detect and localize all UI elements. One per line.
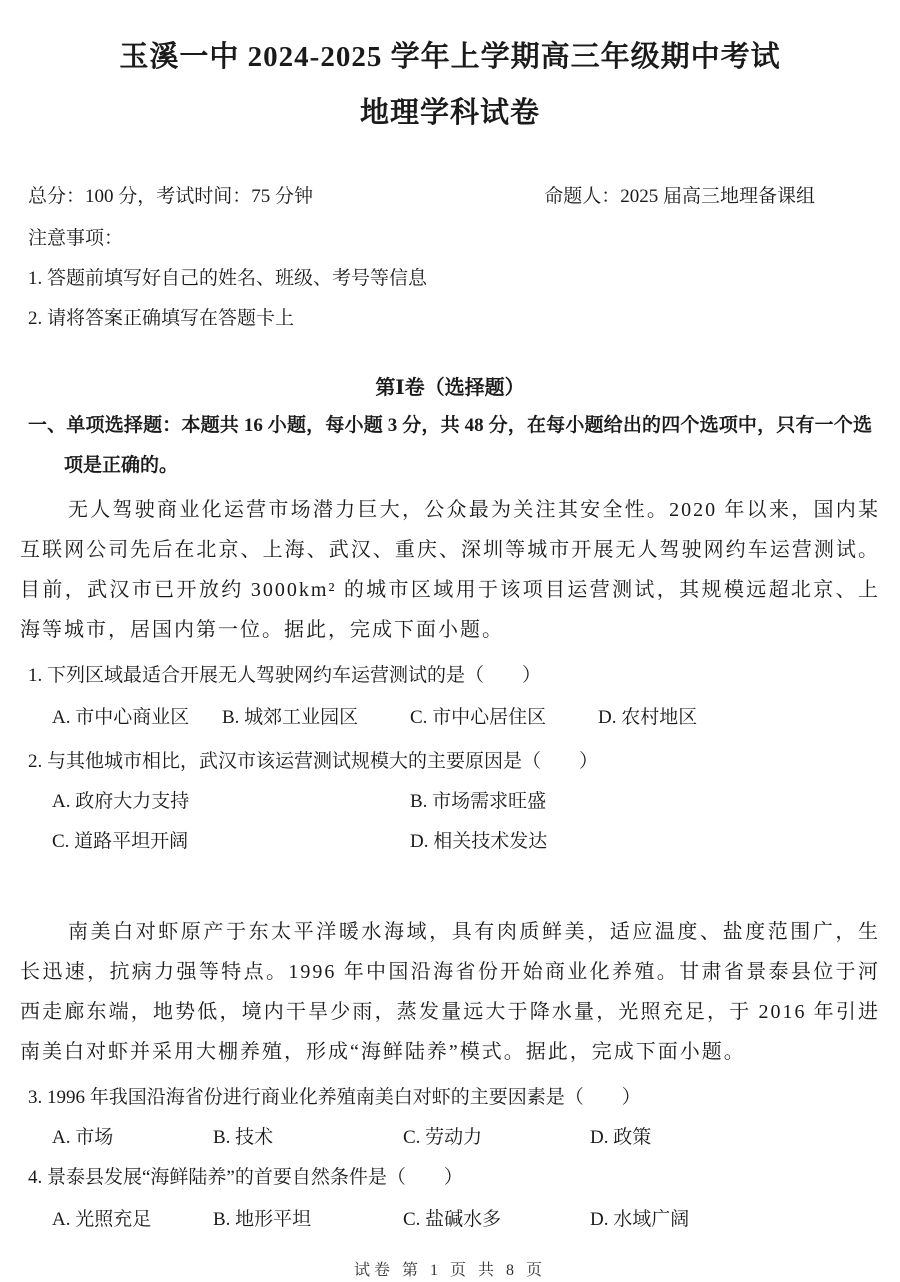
- passage-autonomous-driving: 无人驾驶商业化运营市场潜力巨大，公众最为关注其安全性。2020 年以来，国内某互联网公司先后在北京、上海、武汉、重庆、深圳等城市开展无人驾驶网约车运营测试。目前，武汉市已开放约 3000km² 的城市区域用于该项目运营测试，其规模远超北京、上海等城市，居国内第一位。据此，完成下面小题。: [20, 499, 880, 641]
- question-2-option-c: C. 道路平坦开阔: [52, 831, 189, 852]
- question-4-stem: 4. 景泰县发展“海鲜陆养”的首要自然条件是（ ）: [28, 1167, 463, 1188]
- notice-item-2: 2. 请将答案正确填写在答题卡上: [28, 308, 295, 329]
- notice-item-1: 1. 答题前填写好自己的姓名、班级、考号等信息: [28, 268, 428, 289]
- total-score-and-time: 总分：100 分，考试时间：75 分钟: [28, 186, 314, 207]
- question-1-options: [0, 704, 900, 732]
- question-2-options-row-1: [0, 788, 900, 816]
- question-2-option-b: B. 市场需求旺盛: [410, 791, 547, 812]
- question-2-option-d: D. 相关技术发达: [410, 831, 548, 852]
- passage-shrimp-farming: 南美白对虾原产于东太平洋暖水海域，具有肉质鲜美，适应温度、盐度范围广，生长迅速，抗病力强等特点。1996 年中国沿海省份开始商业化养殖。甘肃省景泰县位于河西走廊东端，地势低，境内干旱少雨，蒸发量远大于降水量，光照充足，于 2016 年引进南美白对虾并采用大棚养殖，形成“海鲜陆养”模式。据此，完成下面小题。: [20, 921, 880, 1063]
- question-4-option-c: C. 盐碱水多: [403, 1209, 502, 1230]
- volume-1-title: 第Ⅰ卷（选择题）: [375, 377, 525, 399]
- exam-author: 命题人：2025 届高三地理备课组: [544, 186, 815, 207]
- exam-info-row: [0, 184, 900, 210]
- question-1-option-b: B. 城郊工业园区: [222, 707, 359, 728]
- exam-subtitle: 地理学科试卷: [359, 97, 540, 129]
- exam-title: 玉溪一中 2024-2025 学年上学期高三年级期中考试: [119, 41, 781, 73]
- question-2-stem: 2. 与其他城市相比，武汉市该运营测试规模大的主要原因是（ ）: [28, 751, 599, 772]
- question-1-stem: 1. 下列区域最适合开展无人驾驶网约车运营测试的是（ ）: [28, 665, 542, 686]
- question-3-option-a: A. 市场: [52, 1127, 114, 1148]
- question-2-options-row-2: [0, 828, 900, 856]
- page-footer: 试卷 第 1 页 共 8 页: [353, 1262, 546, 1279]
- question-3-option-c: C. 劳动力: [403, 1127, 483, 1148]
- question-1-option-c: C. 市中心居住区: [410, 707, 547, 728]
- question-3-option-b: B. 技术: [213, 1127, 274, 1148]
- section-1-header: 一、单项选择题：本题共 16 小题，每小题 3 分，共 48 分，在每小题给出的四个选项中，只有一个选项是正确的。: [28, 415, 872, 476]
- question-4-option-b: B. 地形平坦: [213, 1209, 312, 1230]
- question-1-option-d: D. 农村地区: [598, 707, 698, 728]
- question-2-option-a: A. 政府大力支持: [52, 791, 190, 812]
- notice-heading: 注意事项：: [28, 228, 124, 249]
- question-4-options: [0, 1206, 900, 1234]
- question-1-option-a: A. 市中心商业区: [52, 707, 190, 728]
- question-3-option-d: D. 政策: [590, 1127, 652, 1148]
- question-3-options: [0, 1124, 900, 1152]
- question-4-option-d: D. 水域广阔: [590, 1209, 690, 1230]
- question-4-option-a: A. 光照充足: [52, 1209, 152, 1230]
- question-3-stem: 3. 1996 年我国沿海省份进行商业化养殖南美白对虾的主要因素是（ ）: [28, 1087, 641, 1108]
